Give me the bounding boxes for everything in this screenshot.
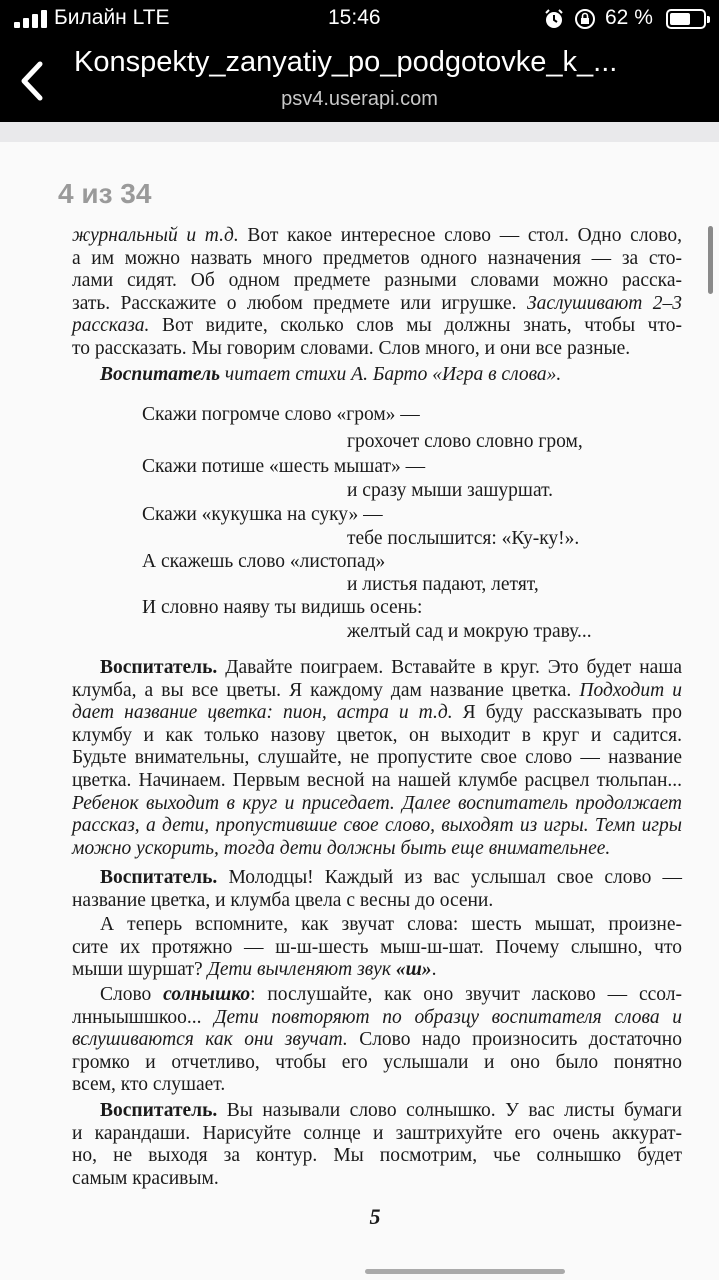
text-segment: название цветка, и клумба цвела с весны до осени. xyxy=(72,889,494,911)
page-gap xyxy=(0,122,719,142)
text-line xyxy=(72,838,610,860)
text-segment: дает название цветка: пион, астра и т.д. xyxy=(72,702,453,724)
text-segment: но, не выходя за контур. Мы посмотрим, чье солнышко будет xyxy=(72,1145,682,1167)
text-segment: Ребенок выходит в круг и приседает. Далее воспитатель продолжает xyxy=(72,792,682,814)
text-segment: : послушайте, как оно звучит ласково — ссол- xyxy=(250,984,682,1005)
text-line xyxy=(100,1100,682,1122)
text-line xyxy=(100,914,682,936)
poem-line: грохочет слово словно гром, xyxy=(347,431,583,452)
text-segment: Будьте внимательны, слушайте, не пропустите свое слово — название xyxy=(72,747,682,769)
text-line xyxy=(72,815,682,837)
orientation-lock-icon xyxy=(574,8,596,30)
text-segment: солнышко xyxy=(163,984,251,1005)
text-segment: цветка. Начинаем. Первым весной на нашей клумбе расцвел тюльпан... xyxy=(72,770,682,791)
text-segment: Заслушивают 2–3 xyxy=(526,292,682,314)
text-line xyxy=(72,1074,225,1096)
text-line xyxy=(72,270,682,292)
text-segment: клумба, а вы все цветы. Я каждому дам название цветка. xyxy=(72,679,580,701)
text-segment: то рассказать. Мы говорим словами. Слов много, и они все разные. xyxy=(72,338,631,359)
text-segment: рассказ, а дети, пропустившие свое слово, выходят из игры. Темп игры xyxy=(72,815,682,837)
text-line xyxy=(72,793,682,815)
document-page[interactable] xyxy=(0,142,719,1280)
text-segment: и карандаши. Нарисуйте солнце и заштрихуйте его очень аккурат- xyxy=(72,1122,682,1144)
text-segment: можно ускорить, тогда дети должны быть еще внимательнее. xyxy=(72,837,611,859)
text-segment: рассказа. xyxy=(72,315,150,337)
text-segment: клумбу и как только назову цветок, он выходит в круг и садится. xyxy=(72,724,682,746)
battery-percentage: 62 % xyxy=(605,6,653,29)
text-segment: Воспитатель xyxy=(100,364,221,385)
text-segment: вслушиваются как они звучат. xyxy=(72,1029,348,1051)
text-segment: мыши шуршат? xyxy=(72,959,208,981)
document-url: psv4.userapi.com xyxy=(281,88,438,110)
text-segment: Слово надо произносить достаточно xyxy=(347,1029,682,1051)
text-segment: Молодцы! Каждый из вас услышал свое слово — xyxy=(217,867,682,888)
text-line xyxy=(72,770,682,792)
top-bar xyxy=(0,0,719,122)
page-number: 5 xyxy=(369,1204,381,1229)
text-segment: всем, кто слушает. xyxy=(72,1074,226,1096)
text-segment: «ш» xyxy=(395,959,432,981)
text-line xyxy=(72,225,682,247)
poem-line: желтый сад и мокрую траву... xyxy=(347,621,592,642)
text-segment: Давайте поиграем. Вставайте в круг. Это будет наша xyxy=(217,657,682,678)
text-segment: . xyxy=(431,959,437,981)
poem-line: и листья падают, летят, xyxy=(347,574,539,595)
text-line xyxy=(72,338,630,360)
text-segment: Я буду рассказывать про xyxy=(452,702,682,724)
poem-line: и сразу мыши зашуршат. xyxy=(347,480,554,501)
scrollbar[interactable] xyxy=(708,226,713,294)
poem-line: Скажи «кукушка на суку» — xyxy=(142,504,383,525)
text-segment: лами сидят. Об одном предмете разными словами можно расска- xyxy=(72,270,682,292)
page-counter: 4 из 34 xyxy=(58,178,152,209)
text-segment: лнныышшкоо... xyxy=(72,1006,215,1028)
poem-line: И словно наяву ты видишь осень: xyxy=(142,597,423,618)
text-segment: зать. Расскажите о любом предмете или игрушке. xyxy=(72,292,527,314)
text-line xyxy=(72,1145,682,1167)
text-line xyxy=(72,937,682,959)
clock: 15:46 xyxy=(328,6,381,29)
home-indicator[interactable] xyxy=(365,1269,565,1274)
signal-icon xyxy=(14,10,48,28)
poem-line: Скажи погромче слово «гром» — xyxy=(142,404,420,425)
poem-line: А скажешь слово «листопад» xyxy=(142,551,386,572)
text-line xyxy=(72,1123,682,1145)
text-line xyxy=(100,867,682,889)
text-line xyxy=(72,315,682,337)
text-segment: Дети вычленяют звук xyxy=(207,959,396,981)
status-bar xyxy=(0,0,719,40)
battery-icon xyxy=(666,9,706,29)
text-segment: журнальный и т.д. xyxy=(72,225,239,246)
text-line xyxy=(72,890,493,912)
text-line xyxy=(72,1007,682,1029)
text-segment: самым красивым. xyxy=(72,1167,219,1189)
text-segment: а им можно назвать много предметов одного назначения — за сто- xyxy=(72,247,682,269)
text-line xyxy=(72,248,682,270)
text-segment: Вот какое интересное слово — стол. Одно слово, xyxy=(238,225,682,246)
text-line xyxy=(72,725,682,747)
text-segment: Воспитатель. xyxy=(100,1100,218,1121)
text-segment: Подходит и xyxy=(579,679,682,701)
text-segment: Воспитатель. xyxy=(100,867,218,888)
text-line xyxy=(72,293,682,315)
text-line xyxy=(72,1168,219,1190)
text-segment: читает стихи А. Барто «Игра в слова». xyxy=(220,364,562,385)
text-line xyxy=(72,680,682,702)
text-segment: Дети повторяют по образцу воспитателя слова и xyxy=(214,1006,682,1028)
text-segment: А теперь вспомните, как звучат слова: шесть мышат, произне- xyxy=(100,914,682,935)
text-line xyxy=(72,1029,682,1051)
alarm-icon xyxy=(543,8,565,30)
text-segment: сите их протяжно — ш-ш-шесть мыш-ш-шат. Почему слышно, что xyxy=(72,936,682,958)
text-line xyxy=(100,657,682,679)
text-line xyxy=(72,959,436,981)
text-segment: Воспитатель. xyxy=(100,657,218,678)
text-segment: Слово xyxy=(100,984,164,1005)
text-line xyxy=(72,747,682,769)
text-segment: Вот видите, сколько слов мы должны знать, чтобы что- xyxy=(149,315,682,337)
text-line xyxy=(100,984,682,1006)
poem-line: тебе послышится: «Ку-ку!». xyxy=(347,528,580,549)
text-segment: Вы называли слово солнышко. У вас листы бумаги xyxy=(217,1100,682,1121)
document-title: Konspekty_zanyatiy_po_podgotovke_k_... xyxy=(74,46,618,78)
text-line xyxy=(100,364,561,386)
poem-line: Скажи потише «шесть мышат» — xyxy=(142,456,426,477)
carrier-label: Билайн LTE xyxy=(54,6,170,29)
text-segment: громко и отчетливо, чтобы его услышали и оно было понятно xyxy=(72,1051,682,1073)
text-line xyxy=(72,702,682,724)
text-line xyxy=(72,1052,682,1074)
